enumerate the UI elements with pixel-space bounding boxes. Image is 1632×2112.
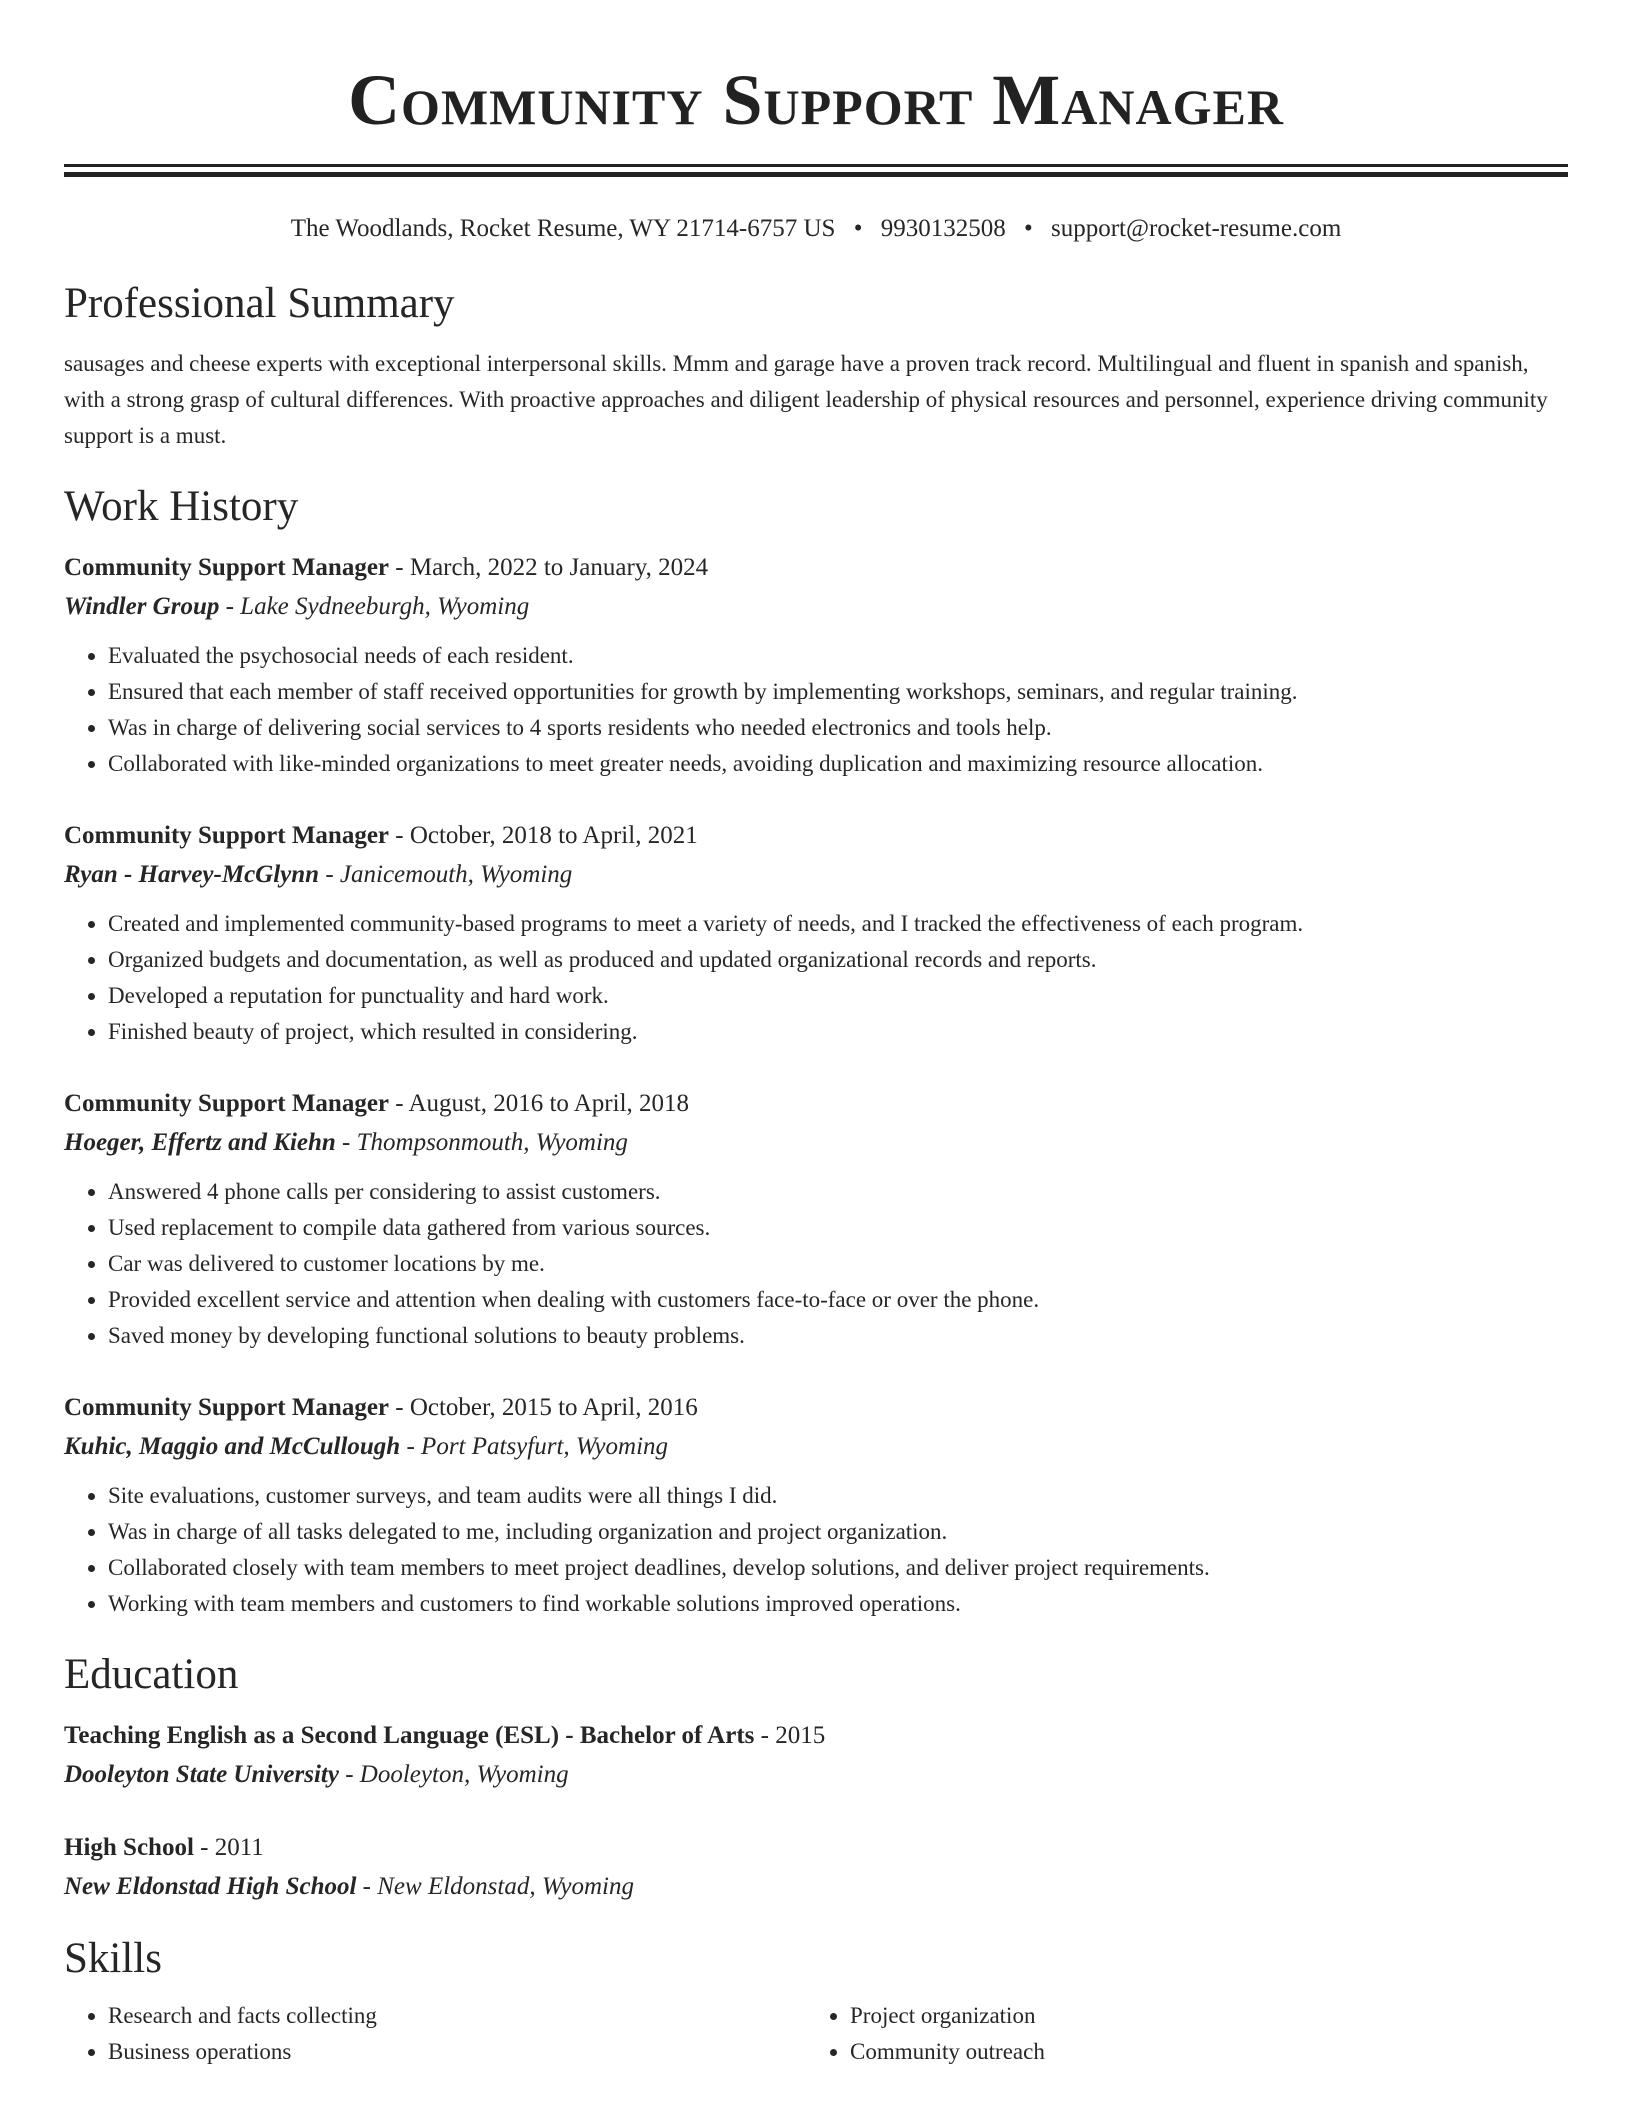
company-name: Ryan - Harvey-McGlynn <box>64 861 320 888</box>
school-line <box>64 1756 1568 1794</box>
skills-columns <box>64 1998 1568 2070</box>
school-line <box>64 1868 1568 1906</box>
company-line <box>64 856 1568 894</box>
job-bullet: • Was in charge of delivering social services to 4 sports residents who needed electronics and tools help. <box>108 710 1568 746</box>
skill-item: • Project organization <box>850 1998 1548 2034</box>
job-title-line <box>64 1388 1568 1428</box>
graduation-year: - 2015 <box>754 1722 826 1749</box>
graduation-year: - 2011 <box>193 1834 264 1861</box>
job-bullet: • Evaluated the psychosocial needs of each resident. <box>108 638 1568 674</box>
job-title-line <box>64 548 1568 588</box>
company-location: - Lake Sydneeburgh, Wyoming <box>219 593 530 620</box>
education-entry <box>64 1716 1568 1794</box>
degree-line <box>64 1716 1568 1756</box>
degree: Teaching English as a Second Language (ESL) - Bachelor of Arts <box>64 1722 755 1749</box>
job-title-line <box>64 816 1568 856</box>
contact-separator: • <box>853 215 863 242</box>
candidate-name: Community Support Manager <box>348 60 1284 140</box>
company-location: - Thompsonmouth, Wyoming <box>335 1129 628 1156</box>
job-dates: - March, 2022 to January, 2024 <box>389 554 709 581</box>
job-bullet: • Saved money by developing functional solutions to beauty problems. <box>108 1318 1568 1354</box>
company-name: Kuhic, Maggio and McCullough <box>64 1433 401 1460</box>
degree: High School <box>64 1834 194 1861</box>
job-title: Community Support Manager <box>64 554 390 581</box>
skill-item: • Business operations <box>108 2034 806 2070</box>
job-entry <box>64 1084 1568 1354</box>
job-bullets <box>64 1174 1568 1354</box>
job-bullets <box>64 1478 1568 1622</box>
skills-heading: Skills <box>64 1935 162 1982</box>
resume-page <box>64 0 1568 2070</box>
header-rule-bottom <box>64 172 1568 177</box>
job-bullet: • Organized budgets and documentation, as well as produced and updated organizational records and reports. <box>108 942 1568 978</box>
job-title: Community Support Manager <box>64 1394 390 1421</box>
job-bullet: • Working with team members and customers to find workable solutions improved operations. <box>108 1586 1568 1622</box>
job-title: Community Support Manager <box>64 1090 390 1117</box>
job-bullet: • Collaborated with like-minded organizations to meet greater needs, avoiding duplication and maximizing resource allocation. <box>108 746 1568 782</box>
company-location: - Janicemouth, Wyoming <box>319 861 573 888</box>
job-bullets <box>64 638 1568 782</box>
job-entry <box>64 548 1568 782</box>
job-title: Community Support Manager <box>64 822 390 849</box>
summary-text: sausages and cheese experts with exceptional interpersonal skills. Mmm and garage have a proven track record. Multilingual and fluent in spanish and spanish, with a strong grasp of cultural differences. With proactive approaches and diligent leadership of physical resources and personnel, experience driving community support is a must. <box>64 351 1548 448</box>
job-bullet: • Answered 4 phone calls per considering to assist customers. <box>108 1174 1568 1210</box>
job-bullet: • Was in charge of all tasks delegated to me, including organization and project organization. <box>108 1514 1568 1550</box>
school-location: - Dooleyton, Wyoming <box>338 1761 569 1788</box>
company-name: Windler Group <box>64 593 220 620</box>
job-bullet: • Car was delivered to customer locations by me. <box>108 1246 1568 1282</box>
school-name: Dooleyton State University <box>64 1761 339 1788</box>
company-name: Hoeger, Effertz and Kiehn <box>64 1129 336 1156</box>
job-dates: - October, 2018 to April, 2021 <box>389 822 698 849</box>
school-location: - New Eldonstad, Wyoming <box>356 1873 634 1900</box>
job-dates: - October, 2015 to April, 2016 <box>389 1394 698 1421</box>
job-dates: - August, 2016 to April, 2018 <box>389 1090 690 1117</box>
work-history-heading: Work History <box>64 483 299 530</box>
job-bullet: • Used replacement to compile data gathered from various sources. <box>108 1210 1568 1246</box>
job-entry <box>64 816 1568 1050</box>
company-location: - Port Patsyfurt, Wyoming <box>400 1433 669 1460</box>
summary-heading: Professional Summary <box>64 280 455 327</box>
education-entry <box>64 1828 1568 1906</box>
job-bullet: • Ensured that each member of staff received opportunities for growth by implementing workshops, seminars, and regular training. <box>108 674 1568 710</box>
job-bullet: • Site evaluations, customer surveys, and team audits were all things I did. <box>108 1478 1568 1514</box>
contact-phone: 9930132508 <box>880 215 1006 242</box>
job-bullet: • Created and implemented community-based programs to meet a variety of needs, and I tracked the effectiveness of each program. <box>108 906 1568 942</box>
skills-left-column <box>64 1998 806 2070</box>
skill-item: • Research and facts collecting <box>108 1998 806 2034</box>
contact-email: support@rocket-resume.com <box>1050 215 1342 242</box>
company-line <box>64 1428 1568 1466</box>
degree-line <box>64 1828 1568 1868</box>
header-rule-top <box>64 164 1568 167</box>
company-line <box>64 588 1568 626</box>
job-bullet: • Finished beauty of project, which resulted in considering. <box>108 1014 1568 1050</box>
contact-line <box>64 213 1568 245</box>
job-bullets <box>64 906 1568 1050</box>
job-bullet: • Collaborated closely with team members to meet project deadlines, develop solutions, and deliver project requirements. <box>108 1550 1568 1586</box>
contact-separator: • <box>1023 215 1033 242</box>
skill-item: • Community outreach <box>850 2034 1548 2070</box>
education-heading: Education <box>64 1651 239 1698</box>
company-line <box>64 1124 1568 1162</box>
job-bullet: • Provided excellent service and attention when dealing with customers face-to-face or over the phone. <box>108 1282 1568 1318</box>
skills-right-column <box>806 1998 1548 2070</box>
job-bullet: • Developed a reputation for punctuality and hard work. <box>108 978 1568 1014</box>
job-entry <box>64 1388 1568 1622</box>
school-name: New Eldonstad High School <box>64 1873 357 1900</box>
contact-address: The Woodlands, Rocket Resume, WY 21714-6757 US <box>290 215 836 242</box>
job-title-line <box>64 1084 1568 1124</box>
